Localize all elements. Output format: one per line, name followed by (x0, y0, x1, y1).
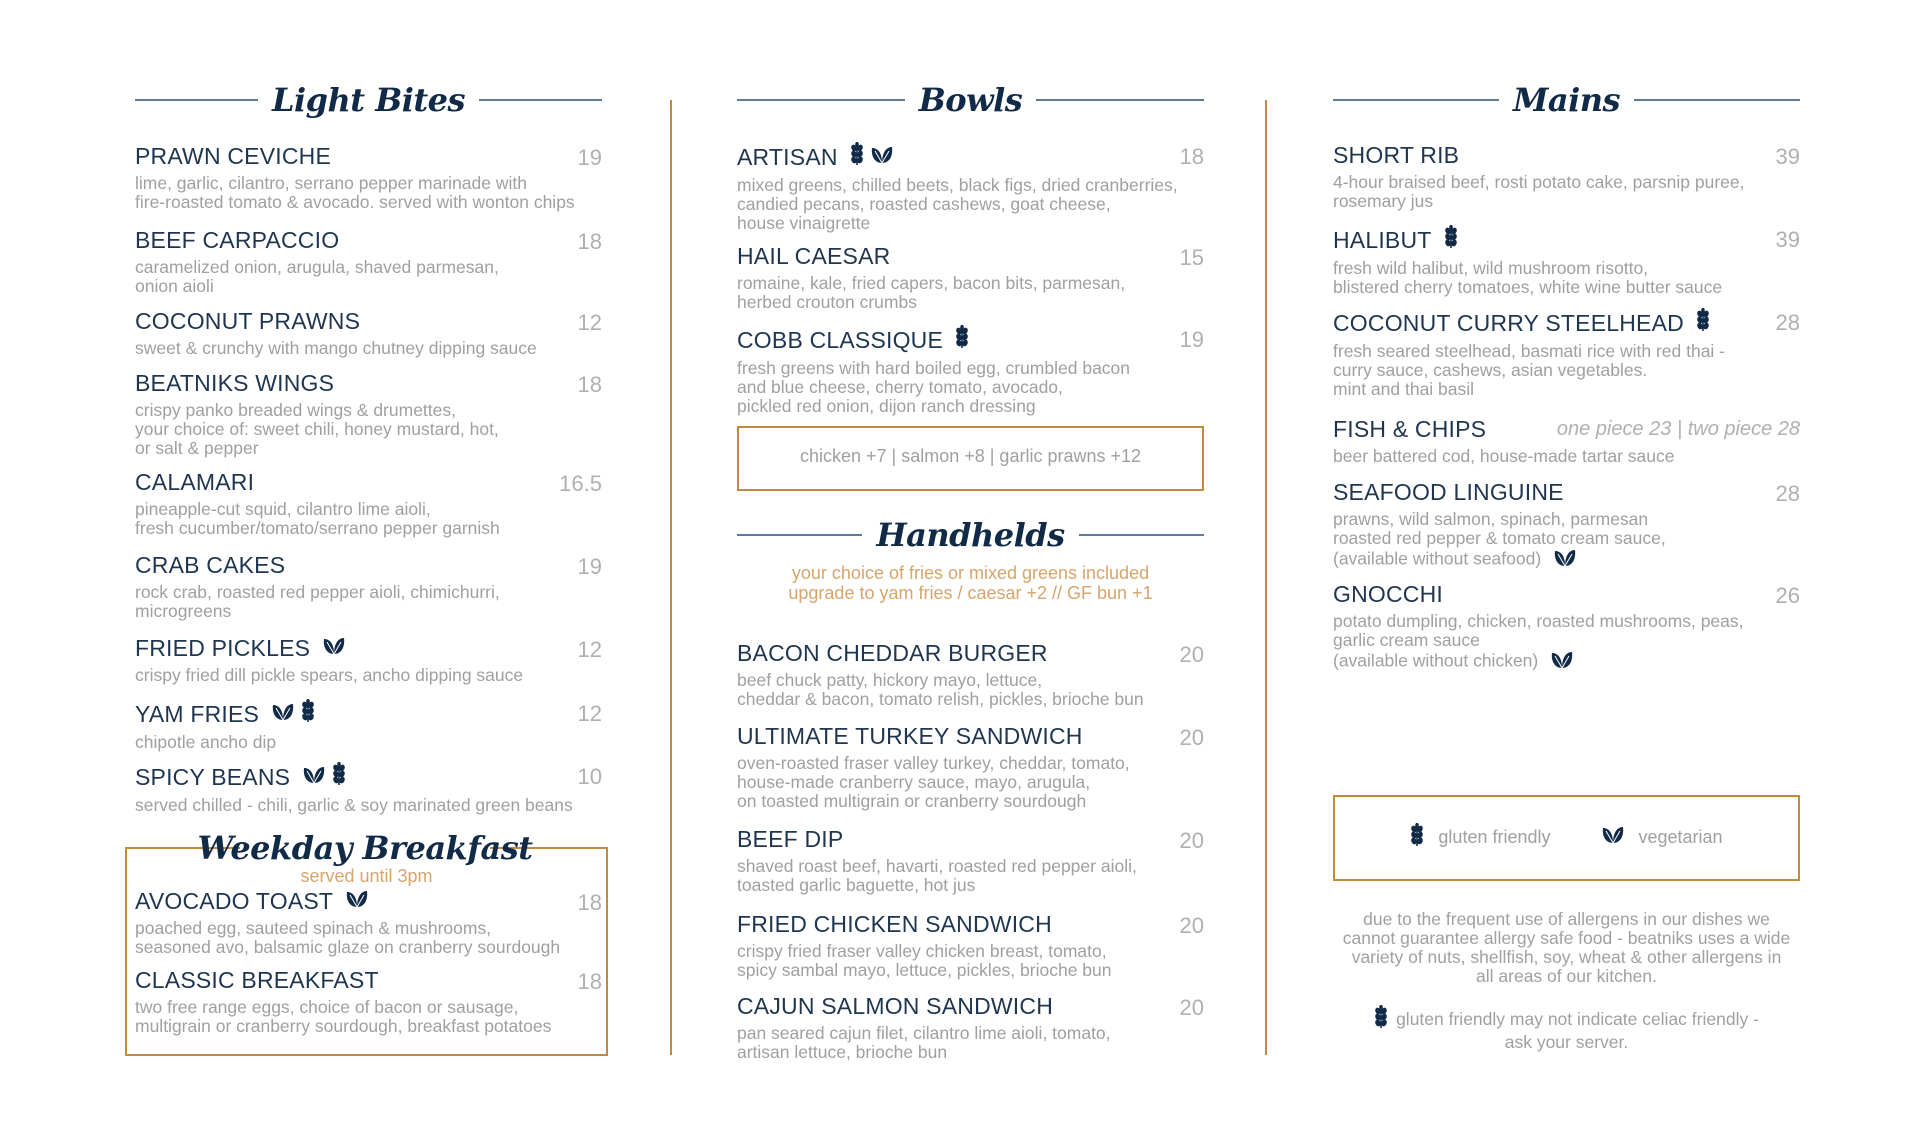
wheat-icon (1696, 308, 1710, 338)
description-line (135, 500, 602, 519)
description-text: beef chuck patty, hickory mayo, lettuce, (737, 670, 1043, 690)
menu-item-description (135, 500, 602, 538)
menu-item-price: 20 (1179, 913, 1204, 938)
menu-item-name-text: SHORT RIB (1333, 142, 1460, 168)
menu-item-description (135, 919, 602, 957)
wheat-icon (850, 142, 864, 172)
description-text: chipotle ancho dip (135, 732, 277, 752)
menu-item (135, 967, 602, 1036)
description-line (135, 583, 602, 602)
description-line (737, 359, 1204, 378)
handhelds-note: upgrade to yam fries / caesar +2 // GF bun +1 (788, 583, 1153, 603)
menu-item-name (135, 888, 602, 915)
description-text: shaved roast beef, havarti, roasted red pepper aioli, (737, 856, 1137, 876)
menu-item-description (737, 942, 1204, 980)
description-line (1333, 192, 1800, 211)
bowls-heading (737, 78, 1204, 122)
description-line (135, 174, 602, 193)
description-line (1333, 173, 1800, 192)
description-text: prawns, wild salmon, spinach, parmesan (1333, 509, 1649, 529)
description-line (737, 942, 1204, 961)
menu-item-name-text: AVOCADO TOAST (135, 888, 334, 914)
description-line (1333, 380, 1800, 399)
menu-item-name (737, 325, 1204, 355)
description-text: lime, garlic, cilantro, serrano pepper marinade with (135, 173, 527, 193)
section-title: Handhelds (876, 516, 1065, 554)
menu-item-name-text: HALIBUT (1333, 226, 1432, 253)
legend-veg-label: vegetarian (1638, 827, 1723, 847)
menu-item (737, 826, 1204, 895)
menu-item (1333, 308, 1800, 399)
description-text: two free range eggs, choice of bacon or sausage, (135, 997, 519, 1017)
legend (1333, 823, 1800, 852)
menu-item (737, 911, 1204, 980)
menu-item-name-text: GNOCCHI (1333, 581, 1444, 607)
gf-note-line: ask your server. (1504, 1032, 1629, 1052)
description-line (737, 773, 1204, 792)
description-line (737, 214, 1204, 233)
column-divider (670, 100, 672, 1055)
menu-item (135, 227, 602, 296)
description-text: oven-roasted fraser valley turkey, cheddar, tomato, (737, 753, 1130, 773)
menu-item-description (1333, 259, 1800, 297)
description-line (1333, 447, 1800, 466)
description-text: (available without chicken) (1333, 650, 1539, 671)
menu-item-name-text: SPICY BEANS (135, 763, 291, 790)
menu-item-name (135, 143, 602, 170)
menu-item-name-text: BACON CHEDDAR BURGER (737, 640, 1048, 666)
menu-item-name-text: YAM FRIES (135, 700, 260, 727)
heading-rule (1634, 99, 1800, 101)
description-text: fire-roasted tomato & avocado. served with wonton chips (135, 192, 575, 212)
menu-item-name (135, 635, 602, 662)
description-line (1333, 278, 1800, 297)
menu-item-price: 18 (1179, 144, 1204, 169)
description-text: on toasted multigrain or cranberry sourdough (737, 791, 1087, 811)
description-text: spicy sambal mayo, lettuce, pickles, brioche bun (737, 960, 1112, 980)
handhelds-note: your choice of fries or mixed greens included (791, 563, 1150, 583)
menu-item-description (135, 339, 602, 358)
menu-item-price: 10 (577, 764, 602, 789)
menu-item-description (737, 274, 1204, 312)
wheat-icon (1410, 823, 1424, 852)
wheat-icon (301, 699, 315, 729)
description-text: crispy fried dill pickle spears, ancho dipping sauce (135, 665, 524, 685)
description-text: and blue cheese, cherry tomato, avocado, (737, 377, 1063, 397)
menu-item-name-text: ULTIMATE TURKEY SANDWICH (737, 723, 1083, 749)
menu-item-price: 15 (1179, 245, 1204, 270)
menu-item-description (1333, 447, 1800, 466)
menu-item (737, 723, 1204, 811)
menu-item (135, 635, 602, 685)
menu-item-price: 39 (1775, 227, 1800, 252)
menu-item (737, 243, 1204, 312)
description-line (1333, 361, 1800, 380)
description-line (1333, 631, 1800, 650)
menu-item (135, 888, 602, 957)
menu-item-description (135, 796, 602, 815)
description-text: pickled red onion, dijon ranch dressing (737, 396, 1036, 416)
menu-item (135, 370, 602, 458)
menu-item-name (737, 142, 1204, 172)
section-title: Light Bites (271, 81, 466, 119)
handhelds-heading (737, 513, 1204, 557)
menu-item-name (135, 967, 602, 994)
menu-item-name (135, 469, 602, 496)
menu-item-name (135, 308, 602, 335)
allergy-line: variety of nuts, shellfish, soy, wheat & other allergens in (1351, 947, 1782, 967)
menu-item (135, 469, 602, 538)
description-line (1333, 510, 1800, 529)
description-text: crispy fried fraser valley chicken breast, tomato, (737, 941, 1107, 961)
menu-item-name-text: COCONUT PRAWNS (135, 308, 361, 334)
menu-item-name-text: CALAMARI (135, 469, 255, 495)
menu-item-price: 28 (1775, 310, 1800, 335)
menu-item-description (737, 1024, 1204, 1062)
menu-item (737, 325, 1204, 416)
heading-rule (1036, 99, 1204, 101)
leaf-icon (322, 635, 346, 662)
heading-rule (737, 99, 905, 101)
description-text: mint and thai basil (1333, 379, 1475, 399)
legend-gluten-label: gluten friendly (1438, 827, 1551, 847)
heading-rule (737, 534, 862, 536)
description-text: beer battered cod, house-made tartar sauce (1333, 446, 1675, 466)
description-text: pineapple-cut squid, cilantro lime aioli, (135, 499, 431, 519)
menu-item-name (135, 699, 602, 729)
description-text: house-made cranberry sauce, mayo, arugula, (737, 772, 1091, 792)
description-text: onion aioli (135, 276, 214, 296)
description-line (737, 1024, 1204, 1043)
menu-item-price: 18 (577, 969, 602, 994)
menu-item-name (135, 370, 602, 397)
wheat-icon (955, 325, 969, 355)
description-line (135, 602, 602, 621)
menu-item (135, 552, 602, 621)
description-text: served chilled - chili, garlic & soy marinated green beans (135, 795, 573, 815)
menu-item-price: 18 (577, 229, 602, 254)
menu-item-price: 20 (1179, 725, 1204, 750)
menu-item-description (135, 583, 602, 621)
menu-item-name (135, 552, 602, 579)
description-text: rosemary jus (1333, 191, 1434, 211)
menu-item-price: 19 (1179, 327, 1204, 352)
menu-item-description (135, 998, 602, 1036)
menu-item-description (135, 733, 602, 752)
description-text: curry sauce, cashews, asian vegetables. (1333, 360, 1648, 380)
menu-item-name (737, 826, 1204, 853)
menu-item (1333, 225, 1800, 297)
menu-item-name-text: BEEF DIP (737, 826, 844, 852)
heading-rule (1333, 99, 1499, 101)
description-text: sweet & crunchy with mango chutney dipping sauce (135, 338, 537, 358)
description-line (135, 919, 602, 938)
section-title: Weekday Breakfast (197, 829, 533, 867)
description-line (737, 792, 1204, 811)
description-text: candied pecans, roasted cashews, goat cheese, (737, 194, 1111, 214)
description-line (135, 1017, 602, 1036)
menu-item-name-text: FRIED PICKLES (135, 635, 311, 661)
description-text: romaine, kale, fried capers, bacon bits, parmesan, (737, 273, 1126, 293)
menu-item-description (135, 666, 602, 685)
menu-item (135, 308, 602, 358)
menu-item-name-text: COBB CLASSIQUE (737, 326, 944, 353)
menu-item (135, 143, 602, 212)
menu-item (737, 993, 1204, 1062)
description-line (1333, 529, 1800, 548)
description-text: rock crab, roasted red pepper aioli, chimichurri, (135, 582, 500, 602)
description-text: blistered cherry tomatoes, white wine butter sauce (1333, 277, 1723, 297)
menu-item-name (1333, 225, 1800, 255)
menu-item-name (135, 227, 602, 254)
menu-item-name-text: ARTISAN (737, 143, 838, 170)
description-text: (available without seafood) (1333, 548, 1542, 569)
description-line (135, 258, 602, 277)
menu-item (135, 762, 602, 815)
wheat-icon (1444, 225, 1458, 255)
description-line (737, 274, 1204, 293)
description-text: fresh wild halibut, wild mushroom risotto, (1333, 258, 1649, 278)
menu-item (1333, 581, 1800, 674)
menu-item-name-text: HAIL CAESAR (737, 243, 891, 269)
menu-item-description (737, 671, 1204, 709)
menu-item-name (1333, 142, 1800, 169)
description-text: multigrain or cranberry sourdough, breakfast potatoes (135, 1016, 552, 1036)
leaf-icon (870, 144, 894, 171)
description-line (737, 378, 1204, 397)
leaf-icon (345, 888, 369, 915)
description-line (135, 519, 602, 538)
description-text: house vinaigrette (737, 213, 871, 233)
menu-item-name-text: SEAFOOD LINGUINE (1333, 479, 1564, 505)
menu-item-price: 12 (577, 310, 602, 335)
menu-item-price: 18 (577, 890, 602, 915)
allergy-line: all areas of our kitchen. (1476, 966, 1657, 986)
menu-item-price: 19 (577, 554, 602, 579)
menu-item-description (135, 258, 602, 296)
description-line (135, 420, 602, 439)
description-line (135, 796, 602, 815)
description-line (135, 439, 602, 458)
description-line (737, 671, 1204, 690)
description-text: fresh seared steelhead, basmati rice with red thai - (1333, 341, 1725, 361)
description-text: mixed greens, chilled beets, black figs, dried cranberries, (737, 175, 1178, 195)
menu-item-price: 20 (1179, 828, 1204, 853)
leaf-icon (271, 701, 295, 728)
menu-item-description (135, 174, 602, 212)
description-text: or salt & pepper (135, 438, 259, 458)
description-text: caramelized onion, arugula, shaved parmesan, (135, 257, 499, 277)
menu-item-name (135, 762, 602, 792)
description-line (1333, 612, 1800, 631)
wheat-icon (1374, 1005, 1388, 1033)
description-line (737, 397, 1204, 416)
description-line (737, 961, 1204, 980)
menu-item-name (1333, 479, 1800, 506)
menu-item (737, 142, 1204, 233)
menu-item (1333, 142, 1800, 211)
description-text: roasted red pepper & tomato cream sauce, (1333, 528, 1666, 548)
description-line (737, 876, 1204, 895)
description-line (135, 998, 602, 1017)
description-line (135, 938, 602, 957)
menu-item-name-text: COCONUT CURRY STEELHEAD (1333, 309, 1684, 336)
menu-item-name (737, 993, 1204, 1020)
description-text: your choice of: sweet chili, honey mustard, hot, (135, 419, 499, 439)
description-line (737, 176, 1204, 195)
menu-item-name-text: CAJUN SALMON SANDWICH (737, 993, 1054, 1019)
menu-item-description (1333, 612, 1800, 674)
description-line (737, 1043, 1204, 1062)
leaf-icon (1553, 548, 1577, 572)
menu-item-name-text: FISH & CHIPS (1333, 416, 1487, 442)
description-text: seasoned avo, balsamic glaze on cranberry sourdough (135, 937, 561, 957)
menu-item-description (737, 359, 1204, 416)
menu-item-name (737, 640, 1204, 667)
menu-item-name-text: CLASSIC BREAKFAST (135, 967, 379, 993)
description-line (737, 293, 1204, 312)
description-line (1333, 650, 1800, 674)
menu-item-description (1333, 173, 1800, 211)
menu-item-price: 20 (1179, 642, 1204, 667)
description-line (135, 193, 602, 212)
menu-item-description (1333, 510, 1800, 572)
heading-rule (479, 99, 602, 101)
allergy-notice (1333, 910, 1800, 986)
menu-item (737, 640, 1204, 709)
menu-item-price: 28 (1775, 481, 1800, 506)
menu-item-name (737, 723, 1204, 750)
menu-item-name (1333, 308, 1800, 338)
menu-item-price: 16.5 (559, 471, 602, 496)
mains-heading (1333, 78, 1800, 122)
leaf-icon (1601, 825, 1625, 850)
description-text: fresh greens with hard boiled egg, crumbled bacon (737, 358, 1131, 378)
description-line (737, 754, 1204, 773)
leaf-icon (302, 764, 326, 791)
description-text: microgreens (135, 601, 232, 621)
menu-item-name-text: PRAWN CEVICHE (135, 143, 331, 169)
gf-note-line: gluten friendly may not indicate celiac friendly - (1396, 1008, 1759, 1029)
description-line (1333, 548, 1800, 572)
description-line (135, 733, 602, 752)
allergy-line: cannot guarantee allergy safe food - beatniks uses a wide (1342, 928, 1791, 948)
section-title: Mains (1512, 81, 1621, 119)
menu-item-name-text: CRAB CAKES (135, 552, 286, 578)
description-line (135, 277, 602, 296)
menu-item-description (737, 176, 1204, 233)
menu-item-name (737, 243, 1204, 270)
heading-rule (1079, 534, 1204, 536)
menu-item-name-text: FRIED CHICKEN SANDWICH (737, 911, 1052, 937)
menu-item-name-text: BEEF CARPACCIO (135, 227, 340, 253)
breakfast-subtitle: served until 3pm (300, 866, 433, 886)
menu-item-name (1333, 581, 1800, 608)
menu-item-price: 39 (1775, 144, 1800, 169)
description-text: poached egg, sauteed spinach & mushrooms, (135, 918, 492, 938)
menu-item-price: 12 (577, 637, 602, 662)
menu-item (1333, 479, 1800, 572)
menu-item-description (135, 401, 602, 458)
description-text: toasted garlic baguette, hot jus (737, 875, 976, 895)
description-line (737, 195, 1204, 214)
leaf-icon (1550, 650, 1574, 674)
column-divider (1265, 100, 1267, 1055)
description-line (737, 690, 1204, 709)
addons-text: chicken +7 | salmon +8 | garlic prawns +12 (799, 446, 1142, 466)
menu-item-description (1333, 342, 1800, 399)
breakfast-heading (197, 826, 533, 870)
description-line (135, 666, 602, 685)
description-text: herbed crouton crumbs (737, 292, 917, 312)
heading-rule (135, 99, 258, 101)
section-title: Bowls (918, 81, 1023, 119)
description-text: 4-hour braised beef, rosti potato cake, parsnip puree, (1333, 172, 1745, 192)
description-line (135, 401, 602, 420)
menu-item-price: 12 (577, 701, 602, 726)
menu-item-price: 19 (577, 145, 602, 170)
description-text: fresh cucumber/tomato/serrano pepper garnish (135, 518, 500, 538)
gf-notice (1333, 1005, 1800, 1052)
menu-item-name (737, 911, 1204, 938)
description-text: artisan lettuce, brioche bun (737, 1042, 948, 1062)
menu-item-price: 18 (577, 372, 602, 397)
description-line (737, 857, 1204, 876)
description-line (135, 339, 602, 358)
menu-item-price: 26 (1775, 583, 1800, 608)
wheat-icon (332, 762, 346, 792)
menu-item-description (737, 754, 1204, 811)
description-text: garlic cream sauce (1333, 630, 1480, 650)
description-text: pan seared cajun filet, cilantro lime aioli, tomato, (737, 1023, 1111, 1043)
menu-item-name-text: BEATNIKS WINGS (135, 370, 335, 396)
menu-item (135, 699, 602, 752)
allergy-line: due to the frequent use of allergens in our dishes we (1363, 909, 1770, 929)
menu-item-description (737, 857, 1204, 895)
description-text: potato dumpling, chicken, roasted mushrooms, peas, (1333, 611, 1744, 631)
menu-item-price: 20 (1179, 995, 1204, 1020)
menu-item (1333, 416, 1800, 466)
description-text: crispy panko breaded wings & drumettes, (135, 400, 456, 420)
menu-item-price: one piece 23 | two piece 28 (1556, 418, 1800, 440)
description-text: cheddar & bacon, tomato relish, pickles, brioche bun (737, 689, 1144, 709)
description-line (1333, 259, 1800, 278)
description-line (1333, 342, 1800, 361)
light-bites-heading (135, 78, 602, 122)
